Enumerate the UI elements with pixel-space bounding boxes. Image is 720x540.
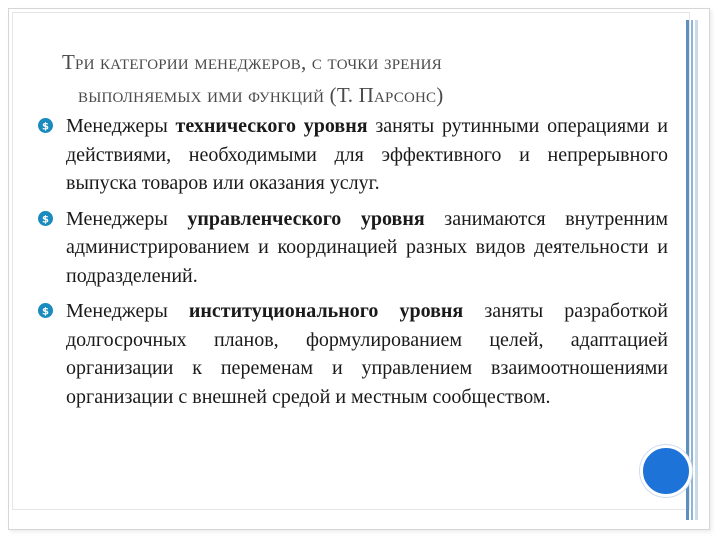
decorative-stripe [686,20,698,520]
svg-text:$: $ [42,121,49,131]
bullet-keyword: институционального уровня [188,300,464,322]
bullet-text [66,205,668,291]
bullet-rest: заняты разработкой долгосрочных планов, формулированием целей, адаптацией организации к переменам и управлением взаимоотношениями организации с внешней средой и местным сообществом. [66,300,668,408]
bullet-item-technical [36,112,668,198]
bullet-item-managerial [36,205,668,291]
title-line-1: Три категории менеджеров, с точки зрения [62,50,442,74]
decorative-circle [640,445,692,497]
slide-title [62,46,642,112]
stripe-bar [686,20,689,520]
stripe-bar [691,20,694,520]
svg-text:$: $ [42,214,49,224]
bullet-rest: заняты рутинными операциями и действиями, необходимыми для эффективного и непрерывного выпуска товаров или оказания услуг. [66,115,668,194]
stripe-bar [695,20,698,520]
bullet-item-institutional [36,297,668,411]
bullet-list [36,112,668,418]
bullet-text [66,297,668,411]
bullet-lead: Менеджеры [66,115,176,137]
bullet-text [66,112,668,198]
title-line-2: выполняемых ими функций (Т. Парсонс) [78,83,444,107]
bullet-lead: Менеджеры [66,300,189,322]
svg-text:$: $ [42,306,49,316]
bullet-lead: Менеджеры [66,207,188,230]
dollar-sign-icon [38,303,53,318]
bullet-keyword: технического уровня [175,115,368,137]
dollar-sign-icon [38,211,53,226]
bullet-rest: занимаются внутренним администрированием и координацией разных видов деятельности и подразделений. [66,207,668,287]
dollar-sign-icon [38,118,53,133]
bullet-keyword: управленческого уровня [187,207,425,230]
